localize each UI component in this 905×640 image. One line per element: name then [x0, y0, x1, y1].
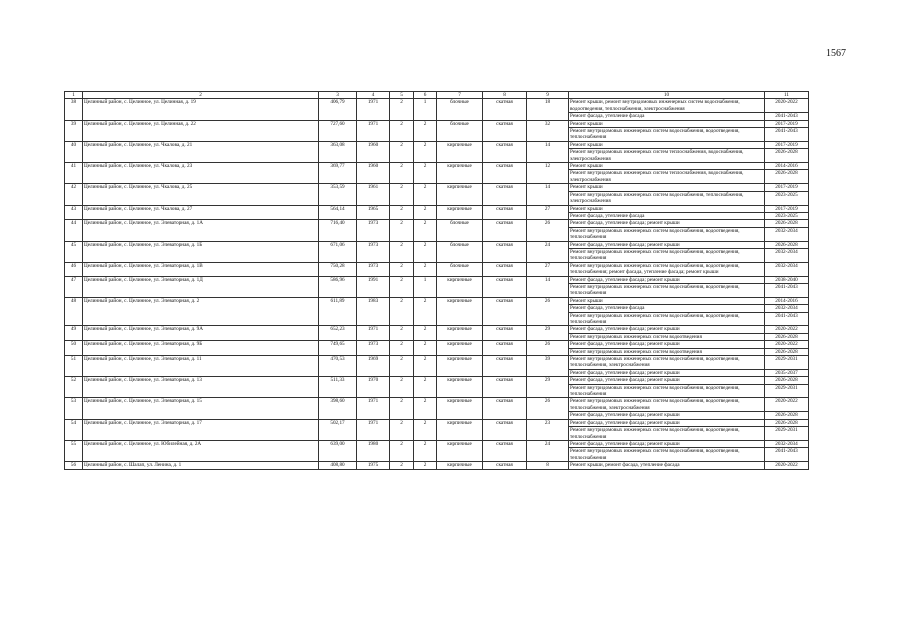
roof-type-cell: скатная — [483, 297, 527, 326]
entrances-cell: 2 — [414, 141, 437, 162]
work-type-cell: Ремонт внутридомовых инженерных систем водоотведения — [569, 333, 765, 340]
entrances-cell: 2 — [414, 398, 437, 419]
flats-cell: 12 — [527, 163, 569, 184]
row-number: 54 — [65, 419, 83, 440]
wall-material-cell: кирпичные — [437, 141, 483, 162]
flats-cell: 26 — [527, 220, 569, 241]
row-number: 53 — [65, 398, 83, 419]
wall-material-cell: блочные — [437, 120, 483, 141]
table-row — [65, 99, 809, 113]
work-type-cell: Ремонт фасада, утепление фасада; ремонт крыши — [569, 326, 765, 333]
wall-material-cell: кирпичные — [437, 184, 483, 205]
row-number: 51 — [65, 356, 83, 377]
year-cell: 1973 — [357, 220, 390, 241]
row-number: 40 — [65, 141, 83, 162]
address-cell: Целинный район, с. Целинное, ул. Чкалова, д. 23 — [83, 163, 319, 184]
address-cell: Целинный район, с. Целинное, ул. Чкалова, д. 21 — [83, 141, 319, 162]
header-cell: 6 — [414, 92, 437, 99]
roof-type-cell: скатная — [483, 356, 527, 377]
table-body — [65, 99, 809, 469]
flats-cell: 23 — [527, 419, 569, 440]
row-number: 47 — [65, 276, 83, 297]
address-cell: Целинный район, с. Целинное, ул. Чкалова, д. 27 — [83, 205, 319, 220]
wall-material-cell: блочные — [437, 262, 483, 276]
area-cell: 406,79 — [319, 99, 357, 120]
row-number: 55 — [65, 440, 83, 461]
period-cell: 2017-2019 — [765, 120, 809, 127]
work-type-cell: Ремонт внутридомовых инженерных систем теплоснабжения, водоснабжения, электроснабжения — [569, 149, 765, 163]
table-row — [65, 297, 809, 304]
floors-cell: 2 — [390, 241, 414, 262]
year-cell: 1973 — [357, 241, 390, 262]
year-cell: 1975 — [357, 462, 390, 469]
period-cell: 2020-2022 — [765, 398, 809, 412]
entrances-cell: 2 — [414, 462, 437, 469]
year-cell: 1973 — [357, 262, 390, 276]
year-cell: 1960 — [357, 163, 390, 184]
year-cell: 1965 — [357, 205, 390, 220]
page-number: 1567 — [826, 48, 846, 59]
roof-type-cell: скатная — [483, 419, 527, 440]
entrances-cell: 2 — [414, 120, 437, 141]
year-cell: 1961 — [357, 184, 390, 205]
address-cell: Целинный район, с. Шалап, ул. Ленина, д. 1 — [83, 462, 319, 469]
row-number: 48 — [65, 297, 83, 326]
wall-material-cell: блочные — [437, 99, 483, 120]
work-type-cell: Ремонт внутридомовых инженерных систем водоснабжения, водоотведения, теплоснабжения — [569, 283, 765, 297]
wall-material-cell: кирпичные — [437, 297, 483, 326]
wall-material-cell: кирпичные — [437, 341, 483, 356]
period-cell: 2020-2022 — [765, 462, 809, 469]
header-cell: 10 — [569, 92, 765, 99]
entrances-cell: 2 — [414, 419, 437, 440]
work-type-cell: Ремонт фасада, утепление фасада — [569, 212, 765, 219]
row-number: 38 — [65, 99, 83, 120]
roof-type-cell: скатная — [483, 440, 527, 461]
entrances-cell: 2 — [414, 356, 437, 377]
address-cell: Целинный район, с. Целинное, ул. Элеваторная, д. 9А — [83, 326, 319, 341]
period-cell: 2041-2043 — [765, 283, 809, 297]
work-type-cell: Ремонт фасада, утепление фасада; ремонт крыши — [569, 419, 765, 426]
period-cell: 2032-2034 — [765, 440, 809, 447]
period-cell: 2017-2019 — [765, 205, 809, 212]
address-cell: Целинный район, с. Целинное, ул. Элеваторная, д. 1Б — [83, 241, 319, 262]
floors-cell: 2 — [390, 262, 414, 276]
address-cell: Целинный район, с. Целинное, ул. Элеваторная, д. 1А — [83, 220, 319, 241]
entrances-cell: 2 — [414, 184, 437, 205]
row-number: 45 — [65, 241, 83, 262]
entrances-cell: 1 — [414, 99, 437, 120]
roof-type-cell: скатная — [483, 462, 527, 469]
year-cell: 1991 — [357, 276, 390, 297]
period-cell: 2029-2031 — [765, 356, 809, 370]
area-cell: 369,77 — [319, 163, 357, 184]
period-cell: 2026-2028 — [765, 149, 809, 163]
header-cell: 5 — [390, 92, 414, 99]
work-type-cell: Ремонт крыши — [569, 163, 765, 170]
flats-cell: 26 — [527, 341, 569, 356]
entrances-cell: 2 — [414, 241, 437, 262]
entrances-cell: 2 — [414, 440, 437, 461]
work-type-cell: Ремонт фасада, утепление фасада; ремонт крыши — [569, 341, 765, 348]
year-cell: 1960 — [357, 141, 390, 162]
table-row — [65, 419, 809, 426]
area-cell: 749,65 — [319, 341, 357, 356]
flats-cell: 29 — [527, 326, 569, 341]
flats-cell: 24 — [527, 241, 569, 262]
roof-type-cell: скатная — [483, 398, 527, 419]
roof-type-cell: скатная — [483, 99, 527, 120]
row-number: 44 — [65, 220, 83, 241]
wall-material-cell: блочные — [437, 220, 483, 241]
work-type-cell: Ремонт внутридомовых инженерных систем водоснабжения, теплоснабжения, электроснабжения — [569, 191, 765, 205]
floors-cell: 2 — [390, 440, 414, 461]
work-type-cell: Ремонт фасада, утепление фасада; ремонт крыши — [569, 220, 765, 227]
header-cell: 7 — [437, 92, 483, 99]
work-type-cell: Ремонт внутридомовых инженерных систем водоснабжения, водоотведения, теплоснабжения — [569, 427, 765, 441]
entrances-cell: 2 — [414, 297, 437, 326]
address-cell: Целинный район, с. Целинное, ул. Элеваторная, д. 17 — [83, 419, 319, 440]
address-cell: Целинный район, с. Целинное, ул. Целинная, д. 22 — [83, 120, 319, 141]
work-type-cell: Ремонт внутридомовых инженерных систем водоснабжения, водоотведения, теплоснабжения — [569, 448, 765, 462]
period-cell: 2032-2034 — [765, 305, 809, 312]
address-cell: Целинный район, с. Целинное, ул. Элеваторная, д. 11 — [83, 356, 319, 377]
header-cell: 3 — [319, 92, 357, 99]
period-cell: 2026-2028 — [765, 377, 809, 384]
work-type-cell: Ремонт внутридомовых инженерных систем водоснабжения, водоотведения, теплоснабжения; ремонт фасада, утепление фасада; ремонт крыши — [569, 262, 765, 276]
period-cell: 2014-2016 — [765, 163, 809, 170]
period-cell: 2029-2031 — [765, 384, 809, 398]
area-cell: 716,40 — [319, 220, 357, 241]
header-cell: 2 — [83, 92, 319, 99]
table-row — [65, 163, 809, 170]
floors-cell: 2 — [390, 462, 414, 469]
floors-cell: 2 — [390, 398, 414, 419]
year-cell: 1980 — [357, 440, 390, 461]
table-row — [65, 276, 809, 283]
entrances-cell: 2 — [414, 205, 437, 220]
work-type-cell: Ремонт внутридомовых инженерных систем водоотведения — [569, 348, 765, 355]
address-cell: Целинный район, с. Целинное, ул. Элеваторная, д. 2 — [83, 297, 319, 326]
roof-type-cell: скатная — [483, 120, 527, 141]
period-cell: 2020-2022 — [765, 326, 809, 333]
entrances-cell: 2 — [414, 377, 437, 398]
entrances-cell: 2 — [414, 326, 437, 341]
period-cell: 2032-2034 — [765, 248, 809, 262]
address-cell: Целинный район, с. Целинное, ул. Юбилейная, д. 2А — [83, 440, 319, 461]
period-cell: 2041-2043 — [765, 113, 809, 120]
roof-type-cell: скатная — [483, 205, 527, 220]
period-cell: 2026-2028 — [765, 333, 809, 340]
wall-material-cell: кирпичные — [437, 356, 483, 377]
period-cell: 2041-2043 — [765, 312, 809, 326]
year-cell: 1971 — [357, 99, 390, 120]
wall-material-cell: кирпичные — [437, 377, 483, 398]
period-cell: 2026-2028 — [765, 170, 809, 184]
year-cell: 1971 — [357, 419, 390, 440]
period-cell: 2014-2016 — [765, 297, 809, 304]
area-cell: 611,89 — [319, 297, 357, 326]
work-type-cell: Ремонт внутридомовых инженерных систем теплоснабжения, водоснабжения, электроснабжения — [569, 170, 765, 184]
period-cell: 2023-2025 — [765, 212, 809, 219]
period-cell: 2020-2022 — [765, 99, 809, 113]
floors-cell: 2 — [390, 141, 414, 162]
entrances-cell: 1 — [414, 276, 437, 297]
roof-type-cell: скатная — [483, 341, 527, 356]
work-type-cell: Ремонт внутридомовых инженерных систем водоснабжения, водоотведения, теплоснабжения — [569, 128, 765, 142]
header-cell: 1 — [65, 92, 83, 99]
entrances-cell: 2 — [414, 341, 437, 356]
flats-cell: 14 — [527, 184, 569, 205]
area-cell: 511,33 — [319, 377, 357, 398]
area-cell: 639,00 — [319, 440, 357, 461]
table-row — [65, 326, 809, 333]
wall-material-cell: кирпичные — [437, 419, 483, 440]
flats-cell: 27 — [527, 205, 569, 220]
period-cell: 2035-2037 — [765, 369, 809, 376]
floors-cell: 2 — [390, 326, 414, 341]
work-type-cell: Ремонт внутридомовых инженерных систем водоснабжения, водоотведения, теплоснабжения — [569, 384, 765, 398]
roof-type-cell: скатная — [483, 241, 527, 262]
work-type-cell: Ремонт внутридомовых инженерных систем водоснабжения, водоотведения, теплоснабжения, электроснабжения — [569, 398, 765, 412]
work-type-cell: Ремонт фасада, утепление фасада; ремонт крыши — [569, 377, 765, 384]
roof-type-cell: скатная — [483, 220, 527, 241]
floors-cell: 2 — [390, 276, 414, 297]
area-cell: 671,06 — [319, 241, 357, 262]
period-cell: 2017-2019 — [765, 141, 809, 148]
work-type-cell: Ремонт крыши — [569, 205, 765, 212]
year-cell: 1983 — [357, 297, 390, 326]
roof-type-cell: скатная — [483, 377, 527, 398]
work-type-cell: Ремонт внутридомовых инженерных систем водоснабжения, водоотведения, теплоснабжения — [569, 248, 765, 262]
floors-cell: 2 — [390, 356, 414, 377]
period-cell: 2032-2034 — [765, 227, 809, 241]
wall-material-cell: кирпичные — [437, 205, 483, 220]
roof-type-cell: скатная — [483, 326, 527, 341]
floors-cell: 2 — [390, 377, 414, 398]
wall-material-cell: блочные — [437, 241, 483, 262]
work-type-cell: Ремонт фасада, утепление фасада; ремонт крыши — [569, 440, 765, 447]
roof-type-cell: скатная — [483, 184, 527, 205]
year-cell: 1970 — [357, 377, 390, 398]
roof-type-cell: скатная — [483, 262, 527, 276]
table-row — [65, 184, 809, 191]
table-row — [65, 377, 809, 384]
floors-cell: 2 — [390, 184, 414, 205]
header-row — [65, 92, 809, 99]
period-cell: 2029-2031 — [765, 427, 809, 441]
table-row — [65, 141, 809, 148]
wall-material-cell: кирпичные — [437, 163, 483, 184]
table-row — [65, 120, 809, 127]
area-cell: 564,14 — [319, 205, 357, 220]
period-cell: 2023-2025 — [765, 191, 809, 205]
floors-cell: 2 — [390, 220, 414, 241]
entrances-cell: 2 — [414, 163, 437, 184]
flats-cell: 26 — [527, 398, 569, 419]
flats-cell: 27 — [527, 262, 569, 276]
period-cell: 2026-2028 — [765, 241, 809, 248]
area-cell: 652,23 — [319, 326, 357, 341]
row-number: 41 — [65, 163, 83, 184]
work-type-cell: Ремонт крыши — [569, 120, 765, 127]
wall-material-cell: кирпичные — [437, 276, 483, 297]
address-cell: Целинный район, с. Целинное, ул. Элеваторная, д. 9Б — [83, 341, 319, 356]
work-type-cell: Ремонт крыши — [569, 141, 765, 148]
row-number: 46 — [65, 262, 83, 276]
row-number: 50 — [65, 341, 83, 356]
wall-material-cell: кирпичные — [437, 462, 483, 469]
year-cell: 1971 — [357, 120, 390, 141]
table-row — [65, 440, 809, 447]
roof-type-cell: скатная — [483, 141, 527, 162]
header-cell: 11 — [765, 92, 809, 99]
work-type-cell: Ремонт фасада, утепление фасада — [569, 305, 765, 312]
period-cell: 2032-2034 — [765, 262, 809, 276]
period-cell: 2026-2028 — [765, 220, 809, 227]
roof-type-cell: скатная — [483, 276, 527, 297]
flats-cell: 39 — [527, 356, 569, 377]
area-cell: 750,28 — [319, 262, 357, 276]
work-type-cell: Ремонт внутридомовых инженерных систем водоснабжения, водоотведения, теплоснабжения, электроснабжения — [569, 356, 765, 370]
work-type-cell: Ремонт внутридомовых инженерных систем водоснабжения, водоотведения, теплоснабжения — [569, 227, 765, 241]
table-row — [65, 241, 809, 248]
address-cell: Целинный район, с. Целинное, ул. Чкалова, д. 25 — [83, 184, 319, 205]
row-number: 43 — [65, 205, 83, 220]
wall-material-cell: кирпичные — [437, 440, 483, 461]
row-number: 56 — [65, 462, 83, 469]
flats-cell: 14 — [527, 141, 569, 162]
table-row — [65, 398, 809, 412]
floors-cell: 2 — [390, 120, 414, 141]
floors-cell: 2 — [390, 205, 414, 220]
floors-cell: 2 — [390, 99, 414, 120]
header-cell: 4 — [357, 92, 390, 99]
row-number: 52 — [65, 377, 83, 398]
flats-cell: 24 — [527, 440, 569, 461]
table-row — [65, 356, 809, 370]
capital-repair-table-wrapper — [64, 91, 808, 470]
area-cell: 586,96 — [319, 276, 357, 297]
work-type-cell: Ремонт крыши, ремонт внутридомовых инженерных систем водоснабжения, водоотведения, теплоснабжения, электроснабжения — [569, 99, 765, 113]
entrances-cell: 2 — [414, 262, 437, 276]
period-cell: 2038-2040 — [765, 276, 809, 283]
area-cell: 502,17 — [319, 419, 357, 440]
area-cell: 363,08 — [319, 141, 357, 162]
work-type-cell: Ремонт фасада, утепление фасада; ремонт крыши — [569, 412, 765, 419]
year-cell: 1969 — [357, 356, 390, 377]
table-row — [65, 262, 809, 276]
table-row — [65, 220, 809, 227]
flats-cell: 29 — [527, 377, 569, 398]
area-cell: 727,60 — [319, 120, 357, 141]
year-cell: 1971 — [357, 326, 390, 341]
area-cell: 470,53 — [319, 356, 357, 377]
flats-cell: 18 — [527, 99, 569, 120]
wall-material-cell: кирпичные — [437, 326, 483, 341]
wall-material-cell: кирпичные — [437, 398, 483, 419]
year-cell: 1971 — [357, 398, 390, 419]
address-cell: Целинный район, с. Целинное, ул. Элеваторная, д. 1В — [83, 262, 319, 276]
table-row — [65, 341, 809, 348]
floors-cell: 2 — [390, 419, 414, 440]
work-type-cell: Ремонт фасада, утепление фасада; ремонт крыши — [569, 276, 765, 283]
period-cell: 2026-2028 — [765, 419, 809, 426]
floors-cell: 2 — [390, 163, 414, 184]
work-type-cell: Ремонт внутридомовых инженерных систем водоснабжения, водоотведения, теплоснабжения — [569, 312, 765, 326]
roof-type-cell: скатная — [483, 163, 527, 184]
area-cell: 353,59 — [319, 184, 357, 205]
flats-cell: 32 — [527, 120, 569, 141]
period-cell: 2041-2043 — [765, 448, 809, 462]
row-number: 42 — [65, 184, 83, 205]
flats-cell: 26 — [527, 297, 569, 326]
floors-cell: 2 — [390, 297, 414, 326]
period-cell: 2026-2028 — [765, 348, 809, 355]
capital-repair-table — [64, 91, 809, 470]
flats-cell: 14 — [527, 276, 569, 297]
header-cell: 8 — [483, 92, 527, 99]
row-number: 49 — [65, 326, 83, 341]
area-cell: 398,60 — [319, 398, 357, 419]
entrances-cell: 2 — [414, 220, 437, 241]
address-cell: Целинный район, с. Целинное, ул. Элеваторная, д. 13 — [83, 377, 319, 398]
table-row — [65, 462, 809, 469]
period-cell: 2041-2043 — [765, 128, 809, 142]
address-cell: Целинный район, с. Целинное, ул. Элеваторная, д. 15 — [83, 398, 319, 419]
header-cell: 9 — [527, 92, 569, 99]
work-type-cell: Ремонт крыши — [569, 297, 765, 304]
work-type-cell: Ремонт крыши, ремонт фасада, утепление фасада — [569, 462, 765, 469]
table-row — [65, 205, 809, 212]
row-number: 39 — [65, 120, 83, 141]
work-type-cell: Ремонт фасада, утепление фасада — [569, 113, 765, 120]
floors-cell: 2 — [390, 341, 414, 356]
area-cell: 408,80 — [319, 462, 357, 469]
address-cell: Целинный район, с. Целинное, ул. Целинная, д. 19 — [83, 99, 319, 120]
year-cell: 1973 — [357, 341, 390, 356]
work-type-cell: Ремонт крыши — [569, 184, 765, 191]
period-cell: 2020-2022 — [765, 341, 809, 348]
period-cell: 2026-2028 — [765, 412, 809, 419]
period-cell: 2017-2019 — [765, 184, 809, 191]
work-type-cell: Ремонт фасада, утепление фасада; ремонт крыши — [569, 369, 765, 376]
work-type-cell: Ремонт фасада, утепление фасада; ремонт крыши — [569, 241, 765, 248]
flats-cell: 8 — [527, 462, 569, 469]
address-cell: Целинный район, с. Целинное, ул. Элеваторная, д. 1Д — [83, 276, 319, 297]
